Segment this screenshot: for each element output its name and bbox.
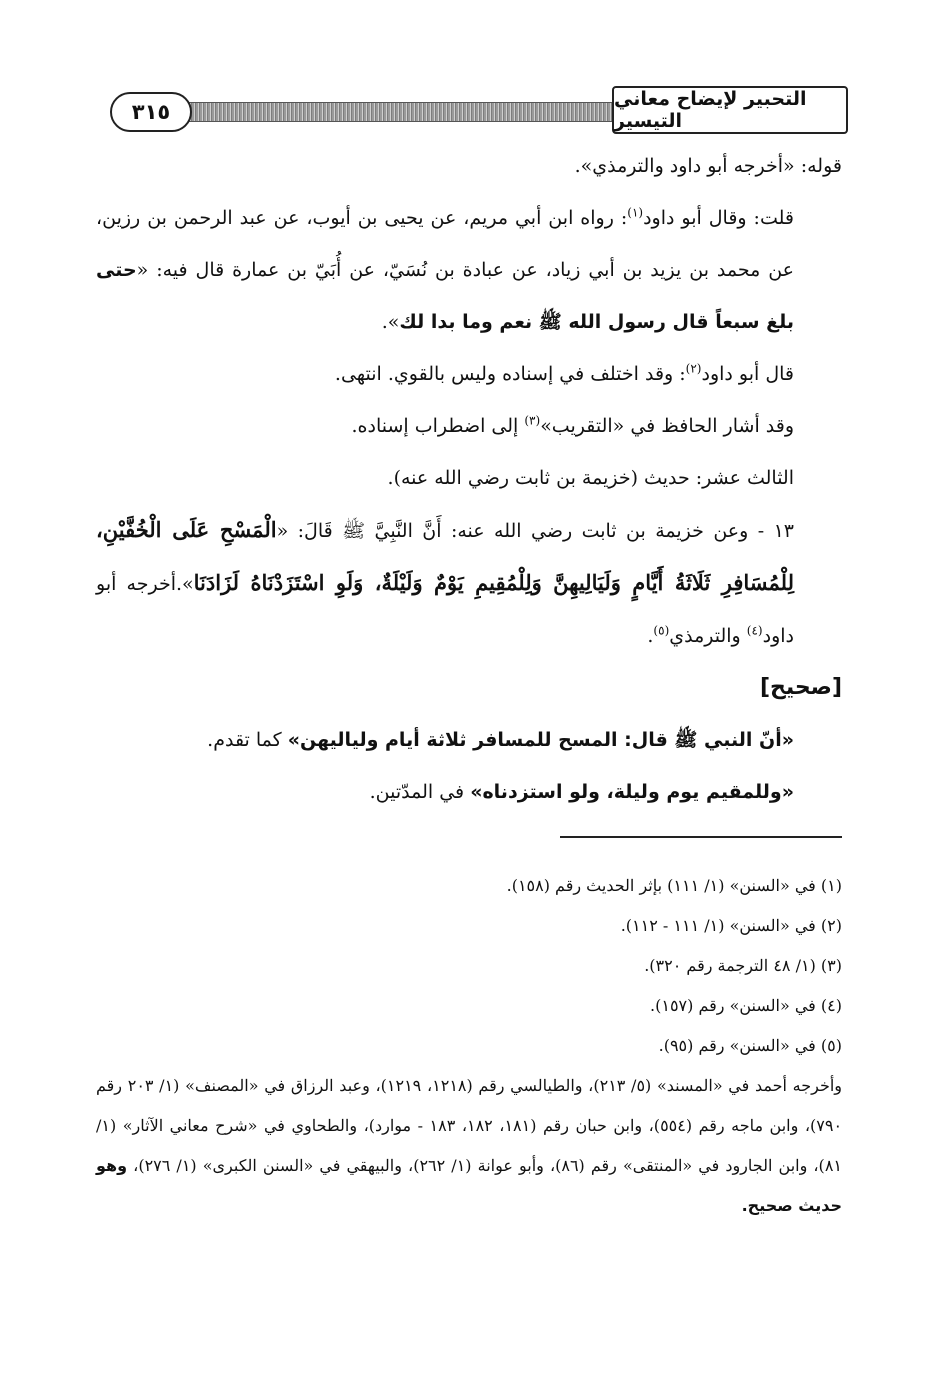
p3-text: : وقد اختلف في إسناده وليس بالقوي. انتهى. bbox=[334, 363, 686, 385]
footnote-ref-4[interactable]: (٤) bbox=[746, 623, 763, 638]
footnote-ref-1[interactable]: (١) bbox=[627, 205, 644, 220]
p6-mid: ».أخرجه أبو داود bbox=[96, 573, 794, 647]
p7-end: كما تقدم. bbox=[207, 729, 288, 751]
p4-pre: وقد أشار الحافظ في «التقريب» bbox=[540, 415, 794, 437]
p6-and: والترمذي bbox=[669, 625, 747, 647]
p6-end: . bbox=[647, 625, 654, 647]
grading bbox=[96, 662, 842, 714]
footnote-6-text: وأخرجه أحمد في «المسند» (٥/ ٢١٣)، والطيالسي رقم (١٢١٨، ١٢١٩)، وعبد الرزاق في «المصنف» (١/ ٢٠٣ رقم ٧٩٠)، وابن ماجه رقم (٥٥٤)، وابن حبان رقم (١٨١، ١٨٢، ١٨٣ - موارد)، والطحاوي في «شرح معاني الآثار» (١/ ٨١)، وابن الجارود في «المنتقى» رقم (٨٦)، وأبو عوانة (١/ ٢٦٢)، والبيهقي في «السنن الكبرى» (١/ ٢٧٦)، bbox=[96, 1076, 843, 1175]
footnote-5: (٥) في «السنن» رقم (٩٥). bbox=[658, 1036, 842, 1055]
p2-pre: قلت: وقال أبو داود bbox=[643, 207, 794, 229]
paragraph-4 bbox=[96, 400, 842, 452]
footnote-6 bbox=[96, 1066, 842, 1226]
footnote-ref-5[interactable]: (٥) bbox=[653, 623, 670, 638]
p2-end: ». bbox=[381, 311, 400, 333]
page-header bbox=[100, 86, 848, 136]
main-text bbox=[96, 140, 842, 818]
p2-quote: حتى بلغ سبعاً قال رسول الله ﷺ نعم وما بدا لك bbox=[96, 259, 794, 333]
hadith-13 bbox=[96, 504, 842, 662]
p3-pre: قال أبو داود bbox=[701, 363, 794, 385]
p6-pre: ١٣ - وعن خزيمة بن ثابت رضي الله عنه: أَنَّ النَّبِيَّ ﷺ قَالَ: « bbox=[276, 520, 794, 542]
footnote-1: (١) في «السنن» (١/ ١١١) بإثر الحديث رقم (١٥٨). bbox=[506, 876, 842, 895]
paragraph-7 bbox=[96, 714, 842, 766]
running-title: التحبير لإيضاح معاني التيسير bbox=[612, 86, 848, 134]
footnote-ref-2[interactable]: (٢) bbox=[685, 361, 702, 376]
hadith-text: الْمَسْحِ عَلَى الْخُفَّيْنِ، لِلْمُسَافِرِ ثَلَاثَةُ أَيَّامٍ وَلَيَالِيهِنَّ وَلِلْمُقِيمِ يَوْمٌ وَلَيْلَةٌ، وَلَوِ اسْتَزَدْنَاهُ لَزَادَنَا bbox=[96, 517, 794, 595]
p8-end: في المدّتين. bbox=[369, 781, 471, 803]
header-ornament-bar bbox=[120, 102, 638, 122]
paragraph-2 bbox=[96, 192, 842, 348]
footnotes bbox=[96, 866, 842, 1226]
paragraph-1: قوله: «أخرجه أبو داود والترمذي». bbox=[574, 155, 842, 177]
paragraph-8 bbox=[96, 766, 842, 818]
p7-quote: «أنّ النبي ﷺ قال: المسح للمسافر ثلاثة أيام ولياليهن» bbox=[287, 729, 794, 751]
footnote-ref-3[interactable]: (٣) bbox=[524, 413, 541, 428]
page-number: ٣١٥ bbox=[110, 92, 192, 132]
footnote-2: (٢) في «السنن» (١/ ١١١ - ١١٢). bbox=[620, 916, 842, 935]
p4-text: إلى اضطراب إسناده. bbox=[351, 415, 525, 437]
paragraph-3 bbox=[96, 348, 842, 400]
footnote-4: (٤) في «السنن» رقم (١٥٧). bbox=[650, 996, 842, 1015]
p8-quote: «وللمقيم يوم وليلة، ولو استزدناه» bbox=[470, 781, 794, 803]
p2-text: : رواه ابن أبي مريم، عن يحيى بن أيوب، عن عبد الرحمن بن رزين، عن محمد بن يزيد بن أبي زياد، عن عبادة بن نُسَيّ، عن أُبَيّ بن عمارة قال فيه: « bbox=[96, 207, 794, 281]
paragraph-5: الثالث عشر: حديث (خزيمة بن ثابت رضي الله عنه). bbox=[387, 467, 794, 489]
footnote-6-verdict: وهو حديث صحيح. bbox=[96, 1156, 842, 1215]
footnote-3: (٣) (١/ ٤٨ الترجمة رقم ٣٢٠). bbox=[644, 956, 842, 975]
footnote-divider bbox=[560, 836, 842, 838]
sahih-label: [صحيح] bbox=[759, 675, 842, 700]
